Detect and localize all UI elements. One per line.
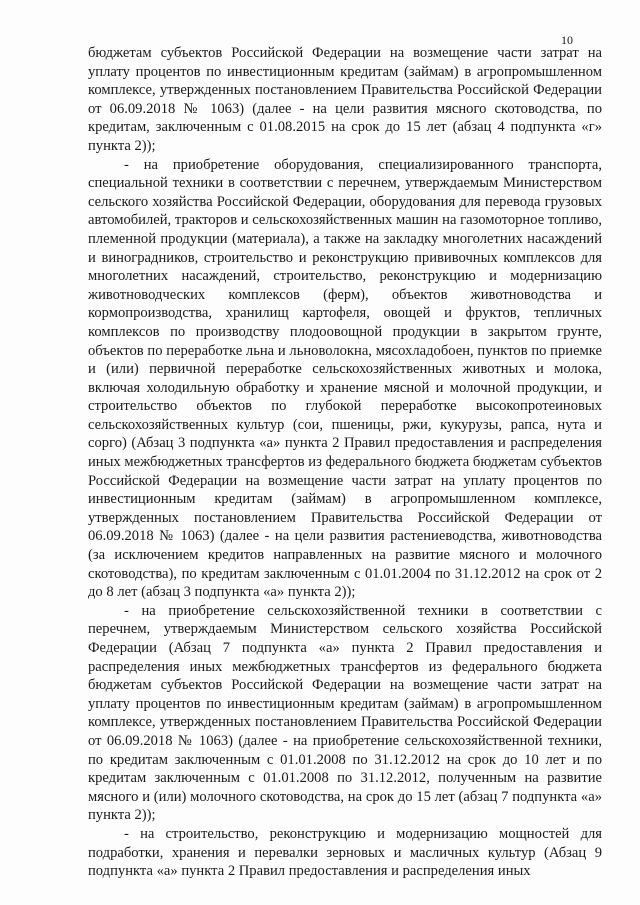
paragraph-agricultural-machinery: - на приобретение сельскохозяйственной техники в соответствии с перечнем, утверждаемым Министерством сельского хозяйства Российской Федерации (Абзац 7 подпункта «а» пункта 2 Правил предоставления и распределения иных межбюджетных трансфертов из федерального бюджета бюджетам субъектов Российской Федерации на возмещение части затрат на уплату процентов по инвестиционным кредитам (займам) в агропромышленном комплексе, утвержденных постановлением Правительства Российской Федерации от 06.09.2018 № 1063) (далее - на приобретение сельскохозяйственной техники, по кредитам заключенным с 01.01.2008 по 31.12.2012 на срок до 10 лет и по кредитам заключенным с 01.01.2008 по 31.12.2012, полученным на развитие мясного и (или) молочного скотоводства, на срок до 15 лет (абзац 7 подпункта «а» пункта 2));	[88, 602, 602, 824]
paragraph-continuation: бюджетам субъектов Российской Федерации на возмещение части затрат на уплату процентов по инвестиционным кредитам (займам) в агропромышленном комплексе, утвержденных постановлением Правительства Российской Федерации от 06.09.2018 № 1063) (далее - на цели развития мясного скотоводства, по кредитам, заключенным с 01.08.2015 на срок до 15 лет (абзац 4 подпункта «г» пункта 2));	[88, 45, 602, 154]
paragraph-grain-storage: - на строительство, реконструкцию и модернизацию мощностей для подработки, хранения и перевалки зерновых и масличных культур (Абзац 9 подпункта «а» пункта 2 Правил предоставления и распределения иных	[88, 825, 602, 880]
paragraph-equipment-purchase: - на приобретение оборудования, специализированного транспорта, специальной техники в соответствии с перечнем, утверждаемым Министерством сельского хозяйства Российской Федерации, оборудования для перевода грузовых автомобилей, тракторов и сельскохозяйственных машин на газомоторное топливо, племенной продукции (материала), а также на закладку многолетних насаждений и виноградников, строительство и реконструкцию прививочных комплексов для многолетних насаждений, строительство, реконструкцию и модернизацию животноводческих комплексов (ферм), объектов животноводства и кормопроизводства, хранилищ картофеля, овощей и фруктов, тепличных комплексов по производству плодоовощной продукции в закрытом грунте, объектов по переработке льна и льноволокна, мясохладобоен, пунктов по приемке и (или) первичной переработке сельскохозяйственных животных и молока, включая холодильную обработку и хранение мясной и молочной продукции, и строительство объектов по глубокой переработке высокопротеиновых сельскохозяйственных культур (сои, пшеницы, ржи, кукурузы, рапса, нута и сорго) (Абзац 3 подпункта «а» пункта 2 Правил предоставления и распределения иных межбюджетных трансфертов из федерального бюджета бюджетам субъектов Российской Федерации на возмещение части затрат на уплату процентов по инвестиционным кредитам (займам) в агропромышленном комплексе, утвержденных постановлением Правительства Российской Федерации от 06.09.2018 № 1063) (далее - на цели развития растениеводства, животноводства (за исключением кредитов направленных на развитие мясного и молочного скотоводства), по кредитам заключенным с 01.01.2004 по 31.12.2012 на срок от 2 до 8 лет (абзац 3 подпункта «а» пункта 2));	[88, 156, 602, 601]
page-number: 10	[561, 33, 573, 47]
document-body	[88, 44, 602, 881]
